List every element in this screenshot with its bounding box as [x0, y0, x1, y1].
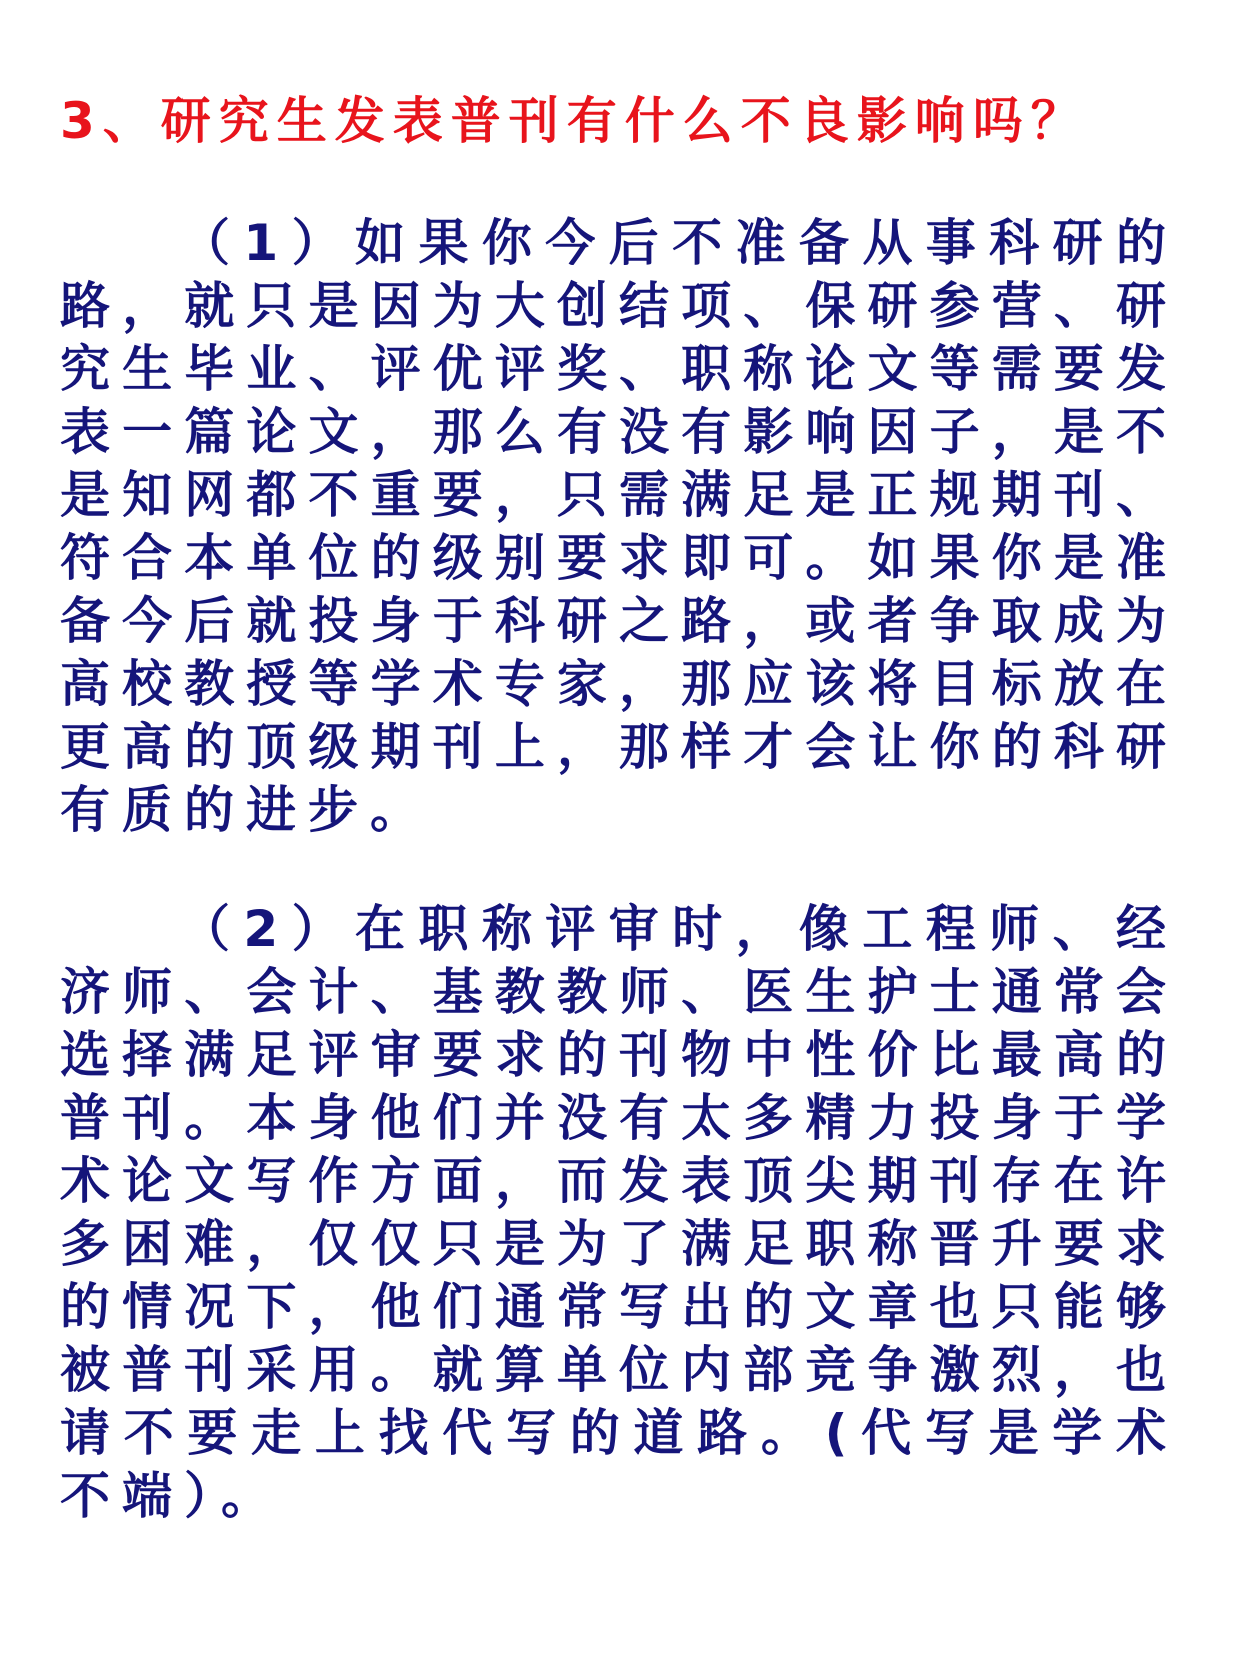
paragraph-2: （2）在职称评审时，像工程师、经济师、会计、基教教师、医生护士通常会选择满足评审要求的刊物中性价比最高的普刊。本身他们并没有太多精力投身于学术论文写作方面，而发表顶尖期刊存在许多困难，仅仅只是为了满足职称晋升要求的情况下，他们通常写出的文章也只能够被普刊采用。就算单位内部竞争激烈，也请不要走上找代写的道路。(代写是学术不端）。: [60, 900, 1178, 1525]
paragraph-1: （1）如果你今后不准备从事科研的路，就只是因为大创结项、保研参营、研究生毕业、评优评奖、职称论文等需要发表一篇论文，那么有没有影响因子，是不是知网都不重要，只需满足是正规期刊、符合本单位的级别要求即可。如果你是准备今后就投身于科研之路，或者争取成为高校教授等学术专家，那应该将目标放在更高的顶级期刊上，那样才会让你的科研有质的进步。: [60, 214, 1178, 839]
section-heading: 3、研究生发表普刊有什么不良影响吗？: [60, 92, 1089, 150]
